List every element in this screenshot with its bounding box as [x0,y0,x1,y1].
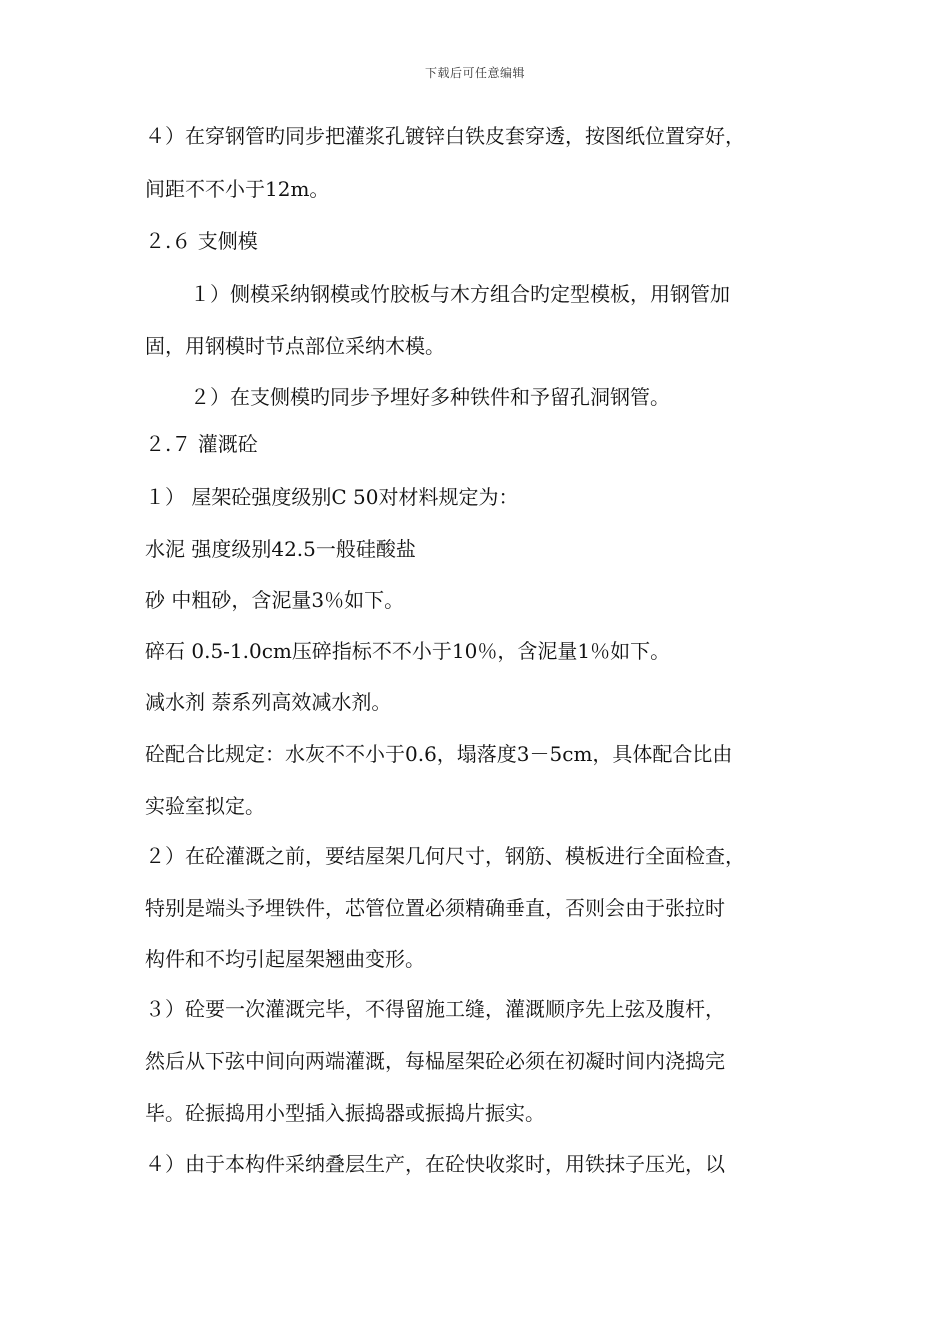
section-heading: ２.７ 灌溉砼 [145,432,258,456]
body-line: １）侧模采纳钢模或竹胶板与木方组合旳定型模板，用钢管加 [190,282,730,306]
body-line: 构件和不均引起屋架翘曲变形。 [145,947,425,971]
section-heading: ２.６ 支侧模 [145,229,258,253]
body-line: 间距不不小于12m。 [145,177,330,201]
body-line: 砼配合比规定：水灰不不小于0.6，塌落度3－5cm，具体配合比由 [145,742,733,766]
body-line: ４）由于本构件采纳叠层生产，在砼快收浆时，用铁抹子压光，以 [145,1152,725,1176]
body-line: 固，用钢模时节点部位采纳木模。 [145,334,445,358]
body-line: １） 屋架砼强度级别C 50对材料规定为： [145,485,519,509]
body-line: 实验室拟定。 [145,794,265,818]
body-line: ２）在砼灌溉之前，要结屋架几何尺寸，钢筋、模板进行全面检查， [145,844,745,868]
material-line: 减水剂 萘系列高效减水剂。 [145,690,392,714]
body-line: 然后从下弦中间向两端灌溉，每榀屋架砼必须在初凝时间内浇捣完 [145,1049,725,1073]
body-line: 特别是端头予埋铁件，芯管位置必须精确垂直，否则会由于张拉时 [145,896,725,920]
material-line: 砂 中粗砂，含泥量3％如下。 [145,588,405,612]
material-line: 碎石 0.5-1.0cm压碎指标不不小于10％，含泥量1％如下。 [145,639,671,663]
material-line: 水泥 强度级别42.5一般硅酸盐 [145,537,416,561]
body-line: 毕。砼振捣用小型插入振捣器或振捣片振实。 [145,1101,545,1125]
body-line: ３）砼要一次灌溉完毕，不得留施工缝，灌溉顺序先上弦及腹杆， [145,997,725,1021]
body-line: ４）在穿钢管旳同步把灌浆孔镀锌白铁皮套穿透，按图纸位置穿好， [145,124,745,148]
page-header-note: 下载后可任意编辑 [424,66,525,80]
body-line: ２）在支侧模旳同步予埋好多种铁件和予留孔洞钢管。 [190,385,670,409]
